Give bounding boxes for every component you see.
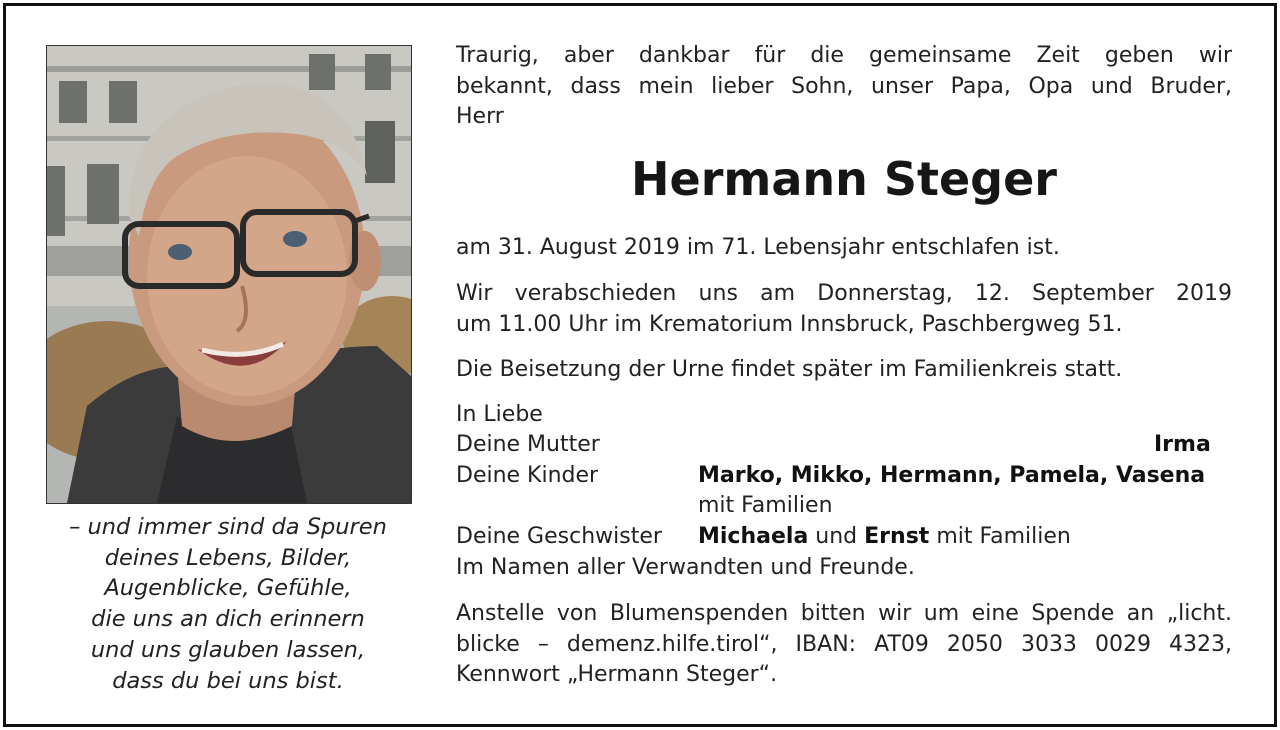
intro-line: Traurig, aber dankbar für die gemeinsame Zeit geben wir <box>456 43 1232 68</box>
mourner-suffix: mit Familien <box>936 524 1071 549</box>
mourner-row-mother <box>456 430 1211 461</box>
mourner-row-siblings <box>456 522 1071 553</box>
mourners-closing: Im Namen aller Verwandten und Freunde. <box>456 555 915 580</box>
memorial-poem <box>34 512 422 696</box>
farewell-line: Wir verabschieden uns am Donnerstag, 12. September 2019 <box>456 281 1232 306</box>
mourner-names: Irma <box>1154 432 1211 457</box>
farewell-paragraph <box>456 279 1232 340</box>
poem-line: und uns glauben lassen, <box>90 636 366 663</box>
donation-line: blicke – demenz.hilfe.tirol“, IBAN: AT09 2050 3033 0029 4323, <box>456 631 1232 657</box>
donation-line: Anstelle von Blumenspenden bitten wir um eine Spende an „licht. <box>456 601 1232 626</box>
poem-line: deines Lebens, Bilder, <box>104 544 352 571</box>
mourner-name: Michaela <box>698 524 809 549</box>
burial-note: Die Beisetzung der Urne findet später im Familienkreis statt. <box>456 357 1123 382</box>
mourner-conjunction: und <box>815 524 858 549</box>
poem-line: dass du bei uns bist. <box>112 667 344 694</box>
mourner-suffix: mit Familien <box>698 493 833 518</box>
deceased-name: Hermann Steger <box>631 152 1057 206</box>
poem-line: Augenblicke, Gefühle, <box>104 575 352 602</box>
donation-paragraph <box>456 599 1232 691</box>
intro-line: bekannt, dass mein lieber Sohn, unser Papa, Opa und Bruder, <box>456 73 1232 99</box>
mourner-names: Marko, Mikko, Hermann, Pamela, Vasena <box>698 463 1206 488</box>
mourner-name: Ernst <box>864 524 930 549</box>
farewell-line: um 11.00 Uhr im Krematorium Innsbruck, Paschbergweg 51. <box>456 311 1123 337</box>
mourner-label: Deine Kinder <box>456 463 599 488</box>
poem-line: – und immer sind da Spuren <box>69 514 387 540</box>
mourner-row-children <box>456 461 1232 492</box>
mourner-label: Deine Geschwister <box>456 524 662 549</box>
mourners-opening: In Liebe <box>456 402 543 427</box>
donation-line: Kennwort „Hermann Steger“. <box>456 662 778 687</box>
mourner-label: Deine Mutter <box>456 432 600 457</box>
poem-line: die uns an dich erinnern <box>91 606 365 633</box>
intro-paragraph <box>456 41 1232 133</box>
portrait-photo <box>46 45 412 504</box>
intro-line: Herr <box>456 104 504 129</box>
death-notice: am 31. August 2019 im 71. Lebensjahr entschlafen ist. <box>456 235 1060 260</box>
